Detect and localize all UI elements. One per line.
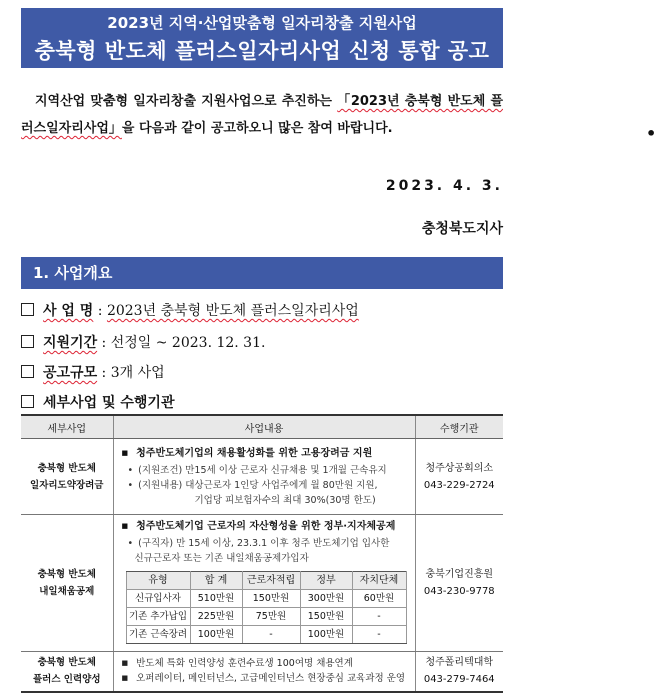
- item-label: 지원기간: [43, 335, 98, 351]
- item-value: 3개 사업: [110, 365, 165, 381]
- item-label: 세부사업 및 수행기관: [43, 395, 175, 411]
- item-label: 사 업 명: [43, 303, 94, 319]
- subprogram-content-cell: [113, 439, 415, 515]
- item-separator: :: [93, 303, 107, 319]
- contribution-header-cell: 자치단체: [352, 572, 406, 590]
- subprogram-name-line: 플러스 인력양성: [32, 674, 101, 686]
- subprogram-name-cell: [21, 652, 113, 692]
- subprogram-name-cell: [21, 515, 113, 652]
- intro-paragraph: [21, 88, 503, 142]
- agency-name: 청주상공회의소: [425, 462, 494, 474]
- table-row: [21, 439, 503, 515]
- subprogram-table: [21, 414, 503, 693]
- subprogram-name-line: 충북형 반도체: [37, 569, 96, 580]
- intro-text-a: 지역산업 맞춤형 일자리창출 지원사업으로 추진하는: [35, 94, 338, 109]
- contribution-cell: 75만원: [242, 608, 300, 626]
- agency-cell: [415, 652, 503, 692]
- contribution-cell: 60만원: [352, 590, 406, 608]
- item-support-period: [21, 332, 265, 352]
- announcement-date: 2023. 4. 3.: [385, 178, 503, 194]
- item-subprograms: [21, 392, 174, 412]
- banner-subtitle: 2023년 지역·산업맞춤형 일자리창출 지원사업: [107, 14, 417, 32]
- contribution-table: [126, 571, 407, 644]
- checkbox-square-icon: [21, 365, 34, 378]
- contribution-cell: 150만원: [242, 590, 300, 608]
- contribution-cell: -: [352, 626, 406, 644]
- agency-cell: [415, 515, 503, 652]
- subprogram-name-line: 충북형 반도체: [37, 657, 96, 669]
- content-point: ■ 반도체 특화 인력양성 훈련수료생 100여명 채용연계: [122, 656, 409, 671]
- contribution-header-cell: 합 계: [190, 572, 242, 590]
- contribution-row: [126, 626, 406, 644]
- contribution-header-cell: 정부: [300, 572, 352, 590]
- agency-name: 청주폴리텍대학: [425, 657, 494, 669]
- checkbox-square-icon: [21, 395, 34, 408]
- contribution-cell: -: [352, 608, 406, 626]
- contribution-cell: 신규입사자: [126, 590, 190, 608]
- banner-title: 충북형 반도체 플러스일자리사업 신청 통합 공고: [34, 39, 490, 63]
- item-separator: :: [97, 365, 111, 381]
- contribution-cell: 기존 추가납입: [126, 608, 190, 626]
- table-row: [21, 515, 503, 652]
- intro-text-c: 을 다음과 같이 공고하오니 많은 참여 바랍니다.: [121, 121, 393, 136]
- contribution-row: [126, 590, 406, 608]
- item-value: 2023년 충북형 반도체 플러스일자리사업: [106, 303, 359, 319]
- content-bullet: • (구직자) 만 15세 이상, 23.3.1 이후 청주 반도체기업 입사한: [122, 536, 409, 551]
- subprogram-name-line: 일자리도약장려금: [30, 479, 104, 491]
- stray-mark: •: [646, 124, 656, 143]
- intro-program-name: 「2023년 충북형 반도체 플러스일자리사업」: [21, 94, 503, 136]
- item-value: 선정일 ~ 2023. 12. 31.: [110, 335, 266, 351]
- content-continuation: 기업당 피보험자수의 최대 30%(30명 한도): [194, 494, 376, 506]
- item-program-name: [21, 300, 359, 320]
- agency-phone: 043-279-7464: [423, 674, 495, 686]
- title-banner: [21, 8, 503, 68]
- content-point: ■ 오퍼레이터, 메인터넌스, 고급메인터넌스 현장중심 교육과정 운영: [122, 671, 409, 686]
- announcing-organization: 충청북도지사: [421, 221, 503, 237]
- content-bullet: • (지원조건) 만15세 이상 근로자 신규채용 및 1개월 근속유지: [122, 463, 409, 478]
- section-header: 1. 사업개요: [21, 257, 503, 289]
- checkbox-square-icon: [21, 335, 34, 348]
- content-continuation: 신규근로자 또는 기존 내일채움공제가입자: [134, 553, 309, 564]
- contribution-cell: 100만원: [300, 626, 352, 644]
- agency-cell: [415, 439, 503, 515]
- contribution-cell: 225만원: [190, 608, 242, 626]
- agency-phone: 043-230-9778: [423, 586, 495, 597]
- content-bullet: • (지원내용) 대상근로자 1인당 사업주에게 월 80만원 지원,: [122, 478, 409, 493]
- subprogram-content-cell: [113, 515, 415, 652]
- item-label: 공고규모: [43, 365, 98, 381]
- content-title: ■ 청주반도체기업의 채용활성화를 위한 고용장려금 지원: [122, 446, 409, 461]
- contribution-cell: 510만원: [190, 590, 242, 608]
- item-separator: :: [97, 335, 111, 351]
- table-row: [21, 652, 503, 692]
- contribution-header-row: [126, 572, 406, 590]
- checkbox-square-icon: [21, 303, 34, 316]
- contribution-cell: 기존 근속장려: [126, 626, 190, 644]
- contribution-header-cell: 근로자적립: [242, 572, 300, 590]
- contribution-cell: -: [242, 626, 300, 644]
- contribution-row: [126, 608, 406, 626]
- agency-name: 충북기업진흥원: [425, 569, 494, 580]
- table-header-cell: 세부사업: [21, 415, 113, 439]
- subprogram-name-line: 충북형 반도체: [37, 462, 96, 474]
- subprogram-content-cell: [113, 652, 415, 692]
- contribution-cell: 100만원: [190, 626, 242, 644]
- contribution-header-cell: 유형: [126, 572, 190, 590]
- subprogram-name-line: 내일채움공제: [39, 586, 95, 597]
- table-header-cell: 사업내용: [113, 415, 415, 439]
- agency-phone: 043-229-2724: [423, 479, 495, 491]
- contribution-cell: 150만원: [300, 608, 352, 626]
- item-scale: [21, 362, 165, 382]
- content-title: ■ 청주반도체기업 근로자의 자산형성을 위한 정부·지자체공제: [122, 519, 409, 534]
- table-header-row: [21, 415, 503, 439]
- subprogram-name-cell: [21, 439, 113, 515]
- table-header-cell: 수행기관: [415, 415, 503, 439]
- contribution-cell: 300만원: [300, 590, 352, 608]
